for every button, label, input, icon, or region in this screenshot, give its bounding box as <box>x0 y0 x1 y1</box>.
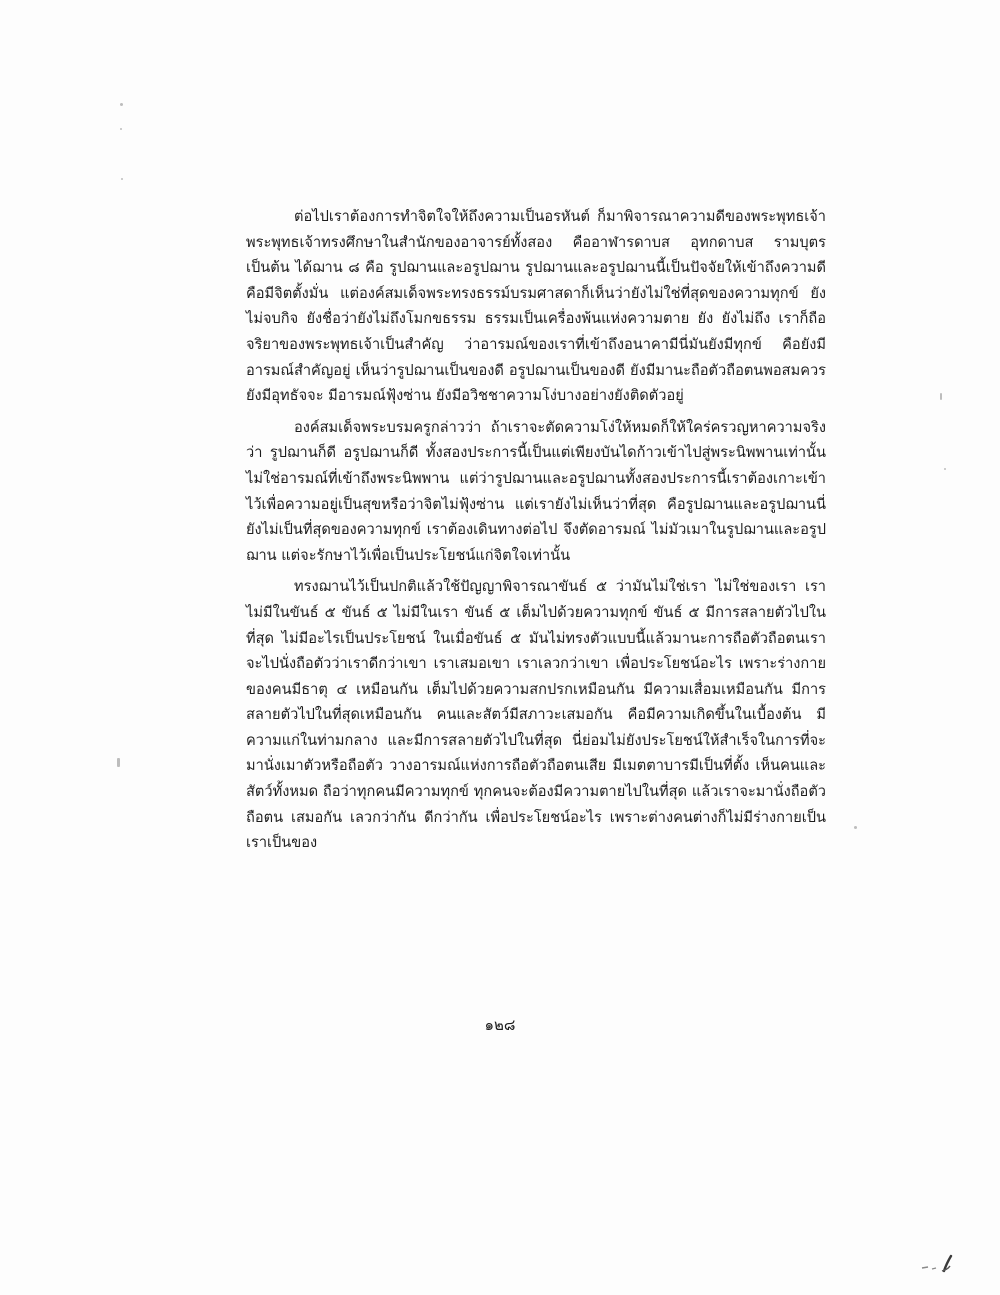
scan-speck <box>940 393 942 400</box>
document-body <box>246 204 826 862</box>
page-number: ๑๒๘ <box>484 1016 516 1034</box>
scan-speck <box>120 103 123 106</box>
scan-speck <box>121 178 123 180</box>
paragraph: องค์สมเด็จพระบรมครูกล่าวว่า ถ้าเราจะตัดความโง่ให้หมดก็ให้ใคร่ครวญหาความจริงว่า รูปฌานก็ดี อรูปฌานก็ดี ทั้งสองประการนี้เป็นแต่เพียงบันไดก้าวเข้าไปสู่พระนิพพานเท่านั้น ไม่ใช่อารมณ์ที่เข้าถึงพระนิพพาน แต่ว่ารูปฌานและอรูปฌานทั้งสองประการนี้เราต้องเกาะเข้าไว้เพื่อความอยู่เป็นสุขหรือว่าจิตไม่ฟุ้งซ่าน แต่เรายังไม่เห็นว่าที่สุด คือรูปฌานและอรูปฌานนี่ยังไม่เป็นที่สุดของความทุกข์ เราต้องเดินทางต่อไป จึงตัดอารมณ์ ไม่มัวเมาในรูปฌานและอรูปฌาน แต่จะรักษาไว้เพื่อเป็นประโยชน์แก่จิตใจเท่านั้น <box>246 418 826 564</box>
scan-speck <box>117 758 120 767</box>
paragraph: ต่อไปเราต้องการทำจิตใจให้ถึงความเป็นอรหันต์ ก็มาพิจารณาความดีของพระพุทธเจ้า พระพุทธเจ้าทรงศึกษาในสำนักของอาจารย์ทั้งสอง คืออาฬารดาบส อุทกดาบส รามบุตร เป็นต้น ได้ฌาน ๘ คือ รูปฌานและอรูปฌาน รูปฌานและอรูปฌานนี้เป็นปัจจัยให้เข้าถึงความดี คือมีจิตตั้งมั่น แต่องค์สมเด็จพระทรงธรรม์บรมศาสดาก็เห็นว่ายังไม่ใช่ที่สุดของความทุกข์ ยังไม่จบกิจ ยังชื่อว่ายังไม่ถึงโมกขธรรม ธรรมเป็นเครื่องพ้นแห่งความตาย ยัง ยังไม่ถึง เราก็ถือจริยาของพระพุทธเจ้าเป็นสำคัญ ว่าอารมณ์ของเราที่เข้าถึงอนาคามีนี่มันยังมีทุกข์ คือยังมีอารมณ์สำคัญอยู่ เห็นว่ารูปฌานเป็นของดี อรูปฌานเป็นของดี ยังมีมานะถือตัวถือตนพอสมควร ยังมีอุทธัจจะ มีอารมณ์ฟุ้งซ่าน ยังมีอวิชชาความโง่บางอย่างยังติดตัวอยู่ <box>246 208 826 405</box>
scan-speck <box>854 826 857 829</box>
scan-speck <box>944 468 946 470</box>
paragraph: ทรงฌานไว้เป็นปกติแล้วใช้ปัญญาพิจารณาขันธ์ ๕ ว่ามันไม่ใช่เรา ไม่ใช่ของเรา เราไม่มีในขันธ์ ๕ ขันธ์ ๕ ไม่มีในเรา ขันธ์ ๕ เต็มไปด้วยความทุกข์ ขันธ์ ๕ มีการสลายตัวไปในที่สุด ไม่มีอะไรเป็นประโยชน์ ในเมื่อขันธ์ ๕ มันไม่ทรงตัวแบบนี้แล้วมานะการถือตัวถือตนเราจะไปนั่งถือตัวว่าเราดีกว่าเขา เราเสมอเขา เราเลวกว่าเขา เพื่อประโยชน์อะไร เพราะร่างกายของคนมีธาตุ ๔ เหมือนกัน เต็มไปด้วยความสกปรกเหมือนกัน มีความเสื่อมเหมือนกัน มีการสลายตัวไปในที่สุดเหมือนกัน คนและสัตว์มีสภาวะเสมอกัน คือมีความเกิดขึ้นในเบื้องต้น มีความแก่ในท่ามกลาง และมีการสลายตัวไปในที่สุด นี่ย่อมไม่ยังประโยชน์ให้สำเร็จในการที่จะมานั่งเมาตัวหรือถือตัว วางอารมณ์แห่งการถือตัวถือตนเสีย มีเมตตาบารมีเป็นที่ตั้ง เห็นคนและสัตว์ทั้งหมด ถือว่าทุกคนมีความทุกข์ ทุกคนจะต้องมีความตายไปในที่สุด แล้วเราจะมานั่งถือตัวถือตน เสมอกัน เลวกว่ากัน ดีกว่ากัน เพื่อประโยชน์อะไร เพราะต่างคนต่างก็ไม่มีร่างกายเป็นเราเป็นของ <box>246 578 826 852</box>
scan-mark-icon <box>918 1252 958 1274</box>
scan-speck <box>120 128 122 130</box>
